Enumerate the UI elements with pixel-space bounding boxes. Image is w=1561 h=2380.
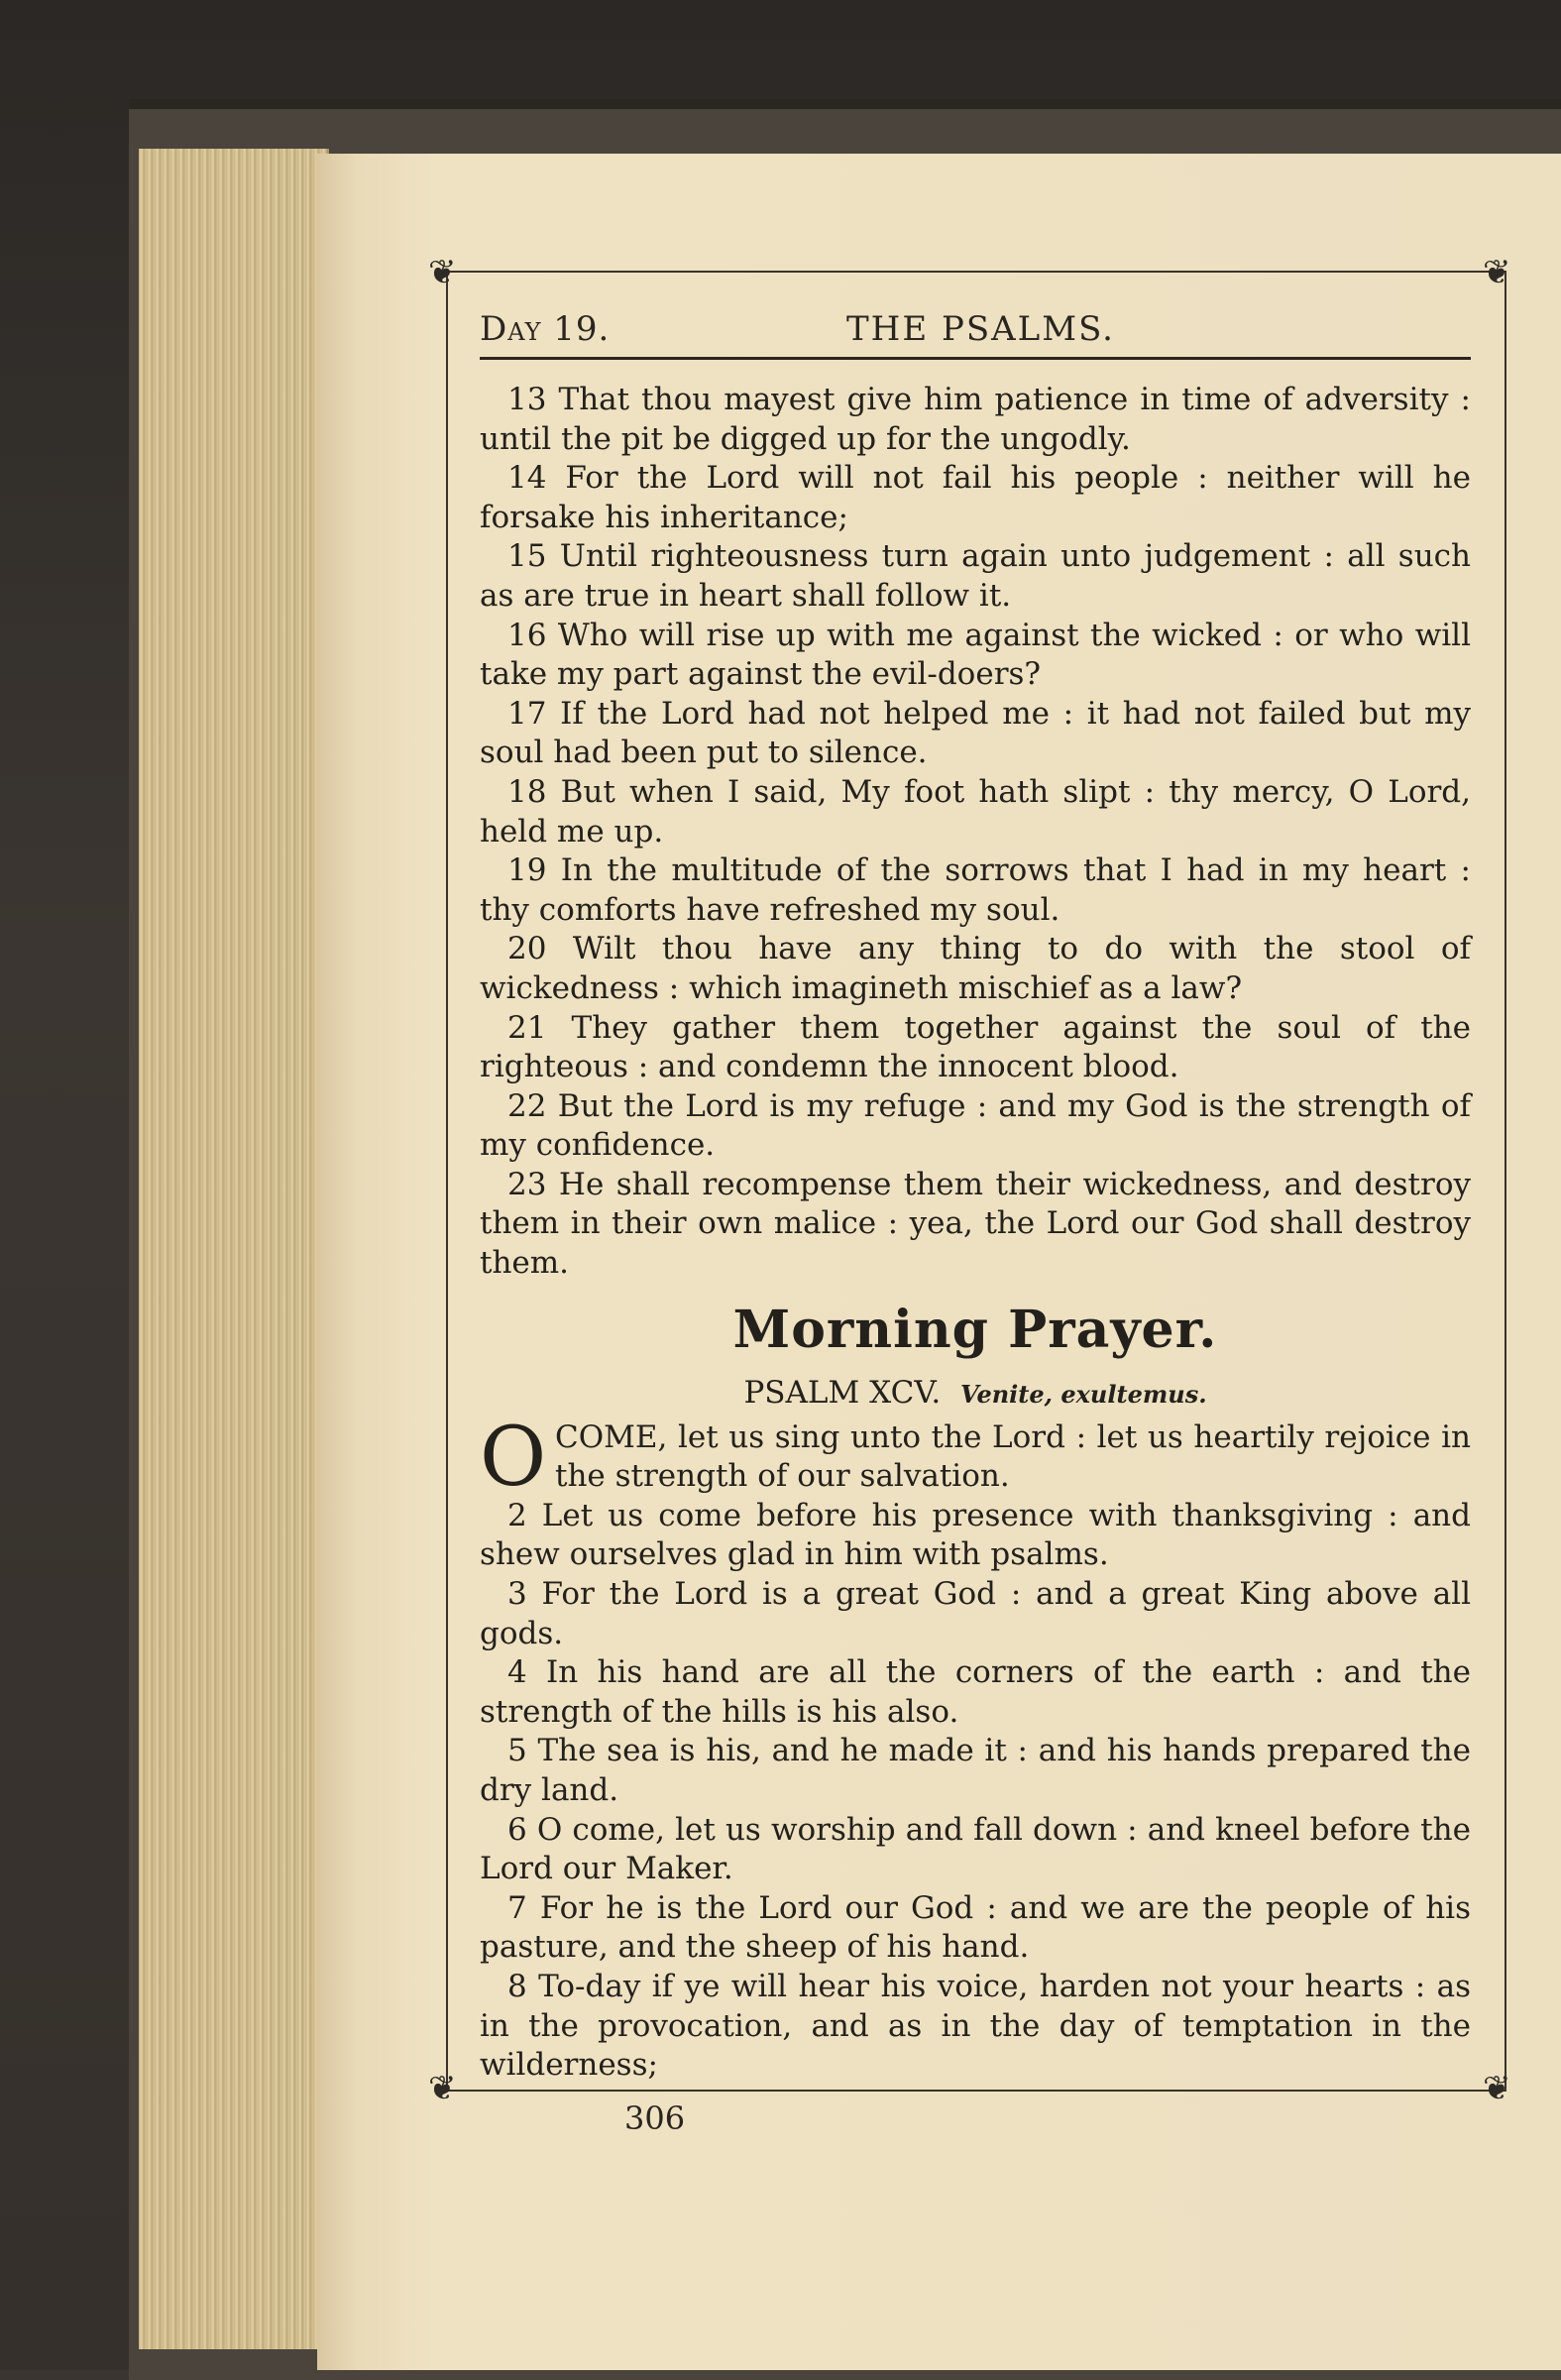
running-header [480,305,1471,360]
day-label: Day 19. [480,309,611,349]
verse: 13 That thou mayest give him patience in time of adversity : until the pit be digged up for the ungodly. [480,382,1471,457]
verse: 20 Wilt thou have any thing to do with the stool of wickedness : which imagineth mischief as a law? [480,931,1471,1006]
corner-ornament-icon: ❦ [428,253,457,292]
running-title: THE PSALMS. [846,309,1115,349]
verse: 5 The sea is his, and he made it : and his hands prepared the dry land. [480,1733,1471,1808]
verse: 16 Who will rise up with me against the wicked : or who will take my part against the evil-doers? [480,617,1471,693]
corner-ornament-icon: ❦ [1483,2069,1511,2108]
page-text [480,381,1471,2086]
verse: 17 If the Lord had not helped me : it had not failed but my soul had been put to silence. [480,695,1471,771]
verse: 14 For the Lord will not fail his people : neither will he forsake his inheritance; [480,460,1471,535]
verse: 15 Until righteousness turn again unto judgement : all such as are true in heart shall follow it. [480,538,1471,614]
verse: 4 In his hand are all the corners of the earth : and the strength of the hills is his also. [480,1654,1471,1730]
psalm-latin-incipit: Venite, exultemus. [960,1379,1207,1409]
verse: 23 He shall recompense them their wickedness, and destroy them in their own malice : yea, the Lord our God shall destroy them. [480,1166,1471,1282]
first-verse [480,1410,1471,1505]
corner-ornament-icon: ❦ [428,2069,457,2108]
section-title: Morning Prayer. [732,1299,1218,1360]
verse: 8 To-day if ye will hear his voice, harden not your hearts : as in the provocation, and as in the day of temptation in the wilderness; [480,1968,1471,2084]
verse: 19 In the multitude of the sorrows that I had in my heart : thy comforts have refreshed my soul. [480,852,1471,928]
page-number: 306 [624,2099,686,2137]
drop-cap: O [480,1410,547,1505]
verse: 7 For he is the Lord our God : and we are the people of his pasture, and the sheep of his hand. [480,1889,1471,1966]
verse: 3 For the Lord is a great God : and a great King above all gods. [480,1576,1471,1651]
psalm-heading [480,1373,1471,1415]
verse: 6 O come, let us worship and fall down : and kneel before the Lord our Maker. [480,1811,1471,1887]
corner-ornament-icon: ❦ [1483,253,1511,292]
page-edges [139,149,329,2349]
psalm-number: PSALM XCV. [743,1374,942,1411]
verse: 21 They gather them together against the soul of the righteous : and condemn the innocent blood. [480,1009,1471,1085]
verse: 2 Let us come before his presence with thanksgiving : and shew ourselves glad in him with psalms. [480,1497,1471,1573]
first-verse-text: COME, let us sing unto the Lord : let us heartily rejoice in the strength of our salvation. [555,1418,1471,1495]
verse: 18 But when I said, My foot hath slipt : thy mercy, O Lord, held me up. [480,773,1471,850]
verse: 22 But the Lord is my refuge : and my God is the strength of my confidence. [480,1087,1471,1164]
